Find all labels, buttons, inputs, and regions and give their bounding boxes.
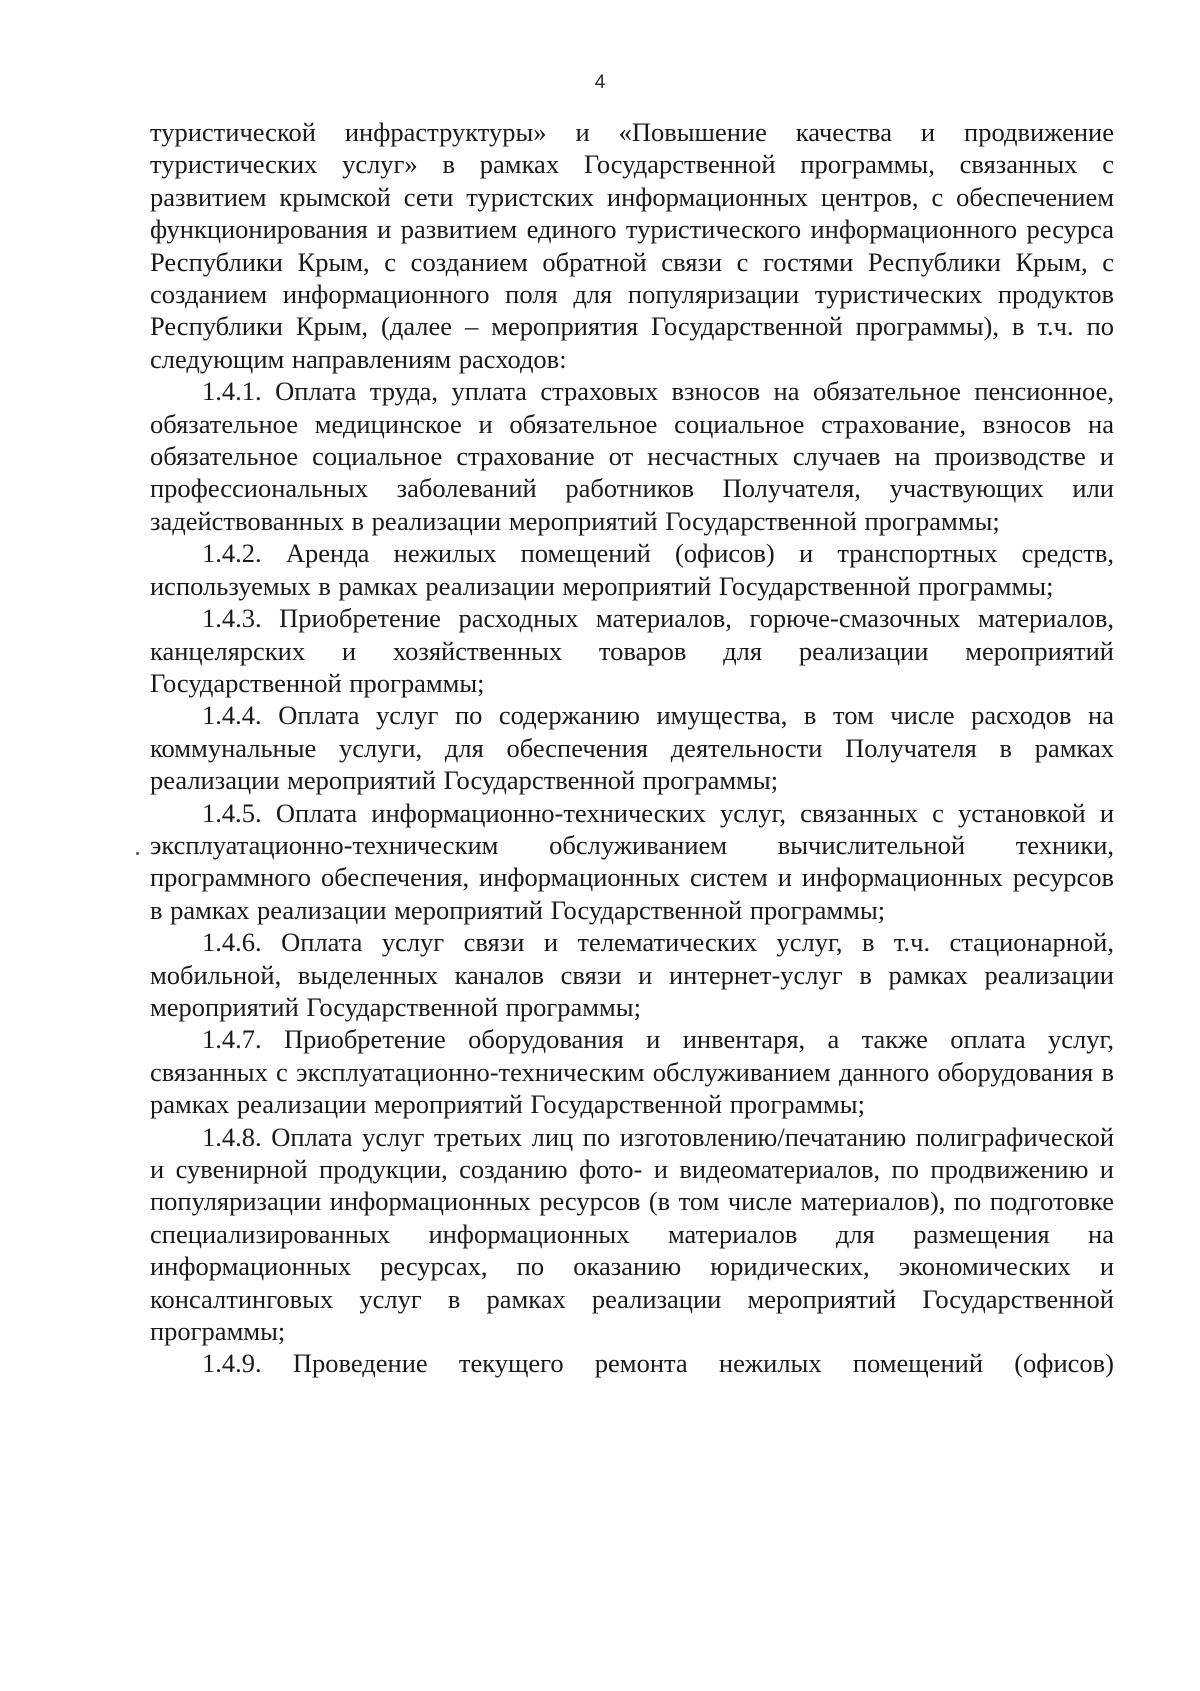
item-number: 1.4.5.	[202, 797, 262, 828]
list-item-1-4-6	[150, 926, 1114, 1023]
item-text: Оплата услуг третьих лиц по изготовлению/печатанию полиграфической и сувенирной продукции, созданию фото- и видеоматериалов, по продвижению и популяризации информационных ресурсов (в том числе материалов), по подготовке специализированных информационных материалов для размещения на информационных ресурсах, по оказанию юридических, экономических и консалтинговых услуг в рамках реализации мероприятий Государственной программы;	[150, 1121, 1115, 1347]
list-item-1-4-2	[150, 537, 1114, 602]
intro-paragraph: туристической инфраструктуры» и «Повышение качества и продвижение туристических услуг» в рамках Государственной программы, связанных с развитием крымской сети туристских информационных центров, с обеспечением функционирования и развитием единого туристического информационного ресурса Республики Крым, с созданием обратной связи с гостями Республики Крым, с созданием информационного поля для популяризации туристических продуктов Республики Крым, (далее – мероприятия Государственной программы), в т.ч. по следующим направлениям расходов:	[150, 117, 1114, 374]
item-number: 1.4.3.	[202, 603, 262, 634]
list-item-1-4-3	[150, 602, 1114, 699]
item-text: Аренда нежилых помещений (офисов) и транспортных средств, используемых в рамках реализации мероприятий Государственной программы;	[150, 538, 1115, 601]
list-item-1-4-5	[150, 797, 1114, 927]
scan-speck	[136, 852, 139, 855]
list-item-1-4-9	[150, 1347, 1114, 1379]
item-text: Оплата труда, уплата страховых взносов на обязательное пенсионное, обязательное медицинское и обязательное социальное страхование, взносов на обязательное социальное страхование от несчастных случаев на производстве и профессиональных заболеваний работников Получателя, участвующих или задействованных в реализации мероприятий Государственной программы;	[150, 376, 1115, 536]
item-number: 1.4.1.	[202, 376, 262, 407]
list-item-1-4-7	[150, 1023, 1114, 1120]
item-number: 1.4.6.	[202, 927, 262, 958]
item-text: Приобретение оборудования и инвентаря, а также оплата услуг, связанных с эксплуатационно-техническим обслуживанием данного оборудования в рамках реализации мероприятий Государственной программы;	[150, 1024, 1115, 1120]
list-item-1-4-8	[150, 1121, 1114, 1348]
item-number: 1.4.8.	[202, 1121, 262, 1152]
item-number: 1.4.2.	[202, 538, 262, 569]
list-item-1-4-1	[150, 375, 1114, 537]
item-text: Проведение текущего ремонта нежилых помещений (офисов)	[292, 1348, 1115, 1379]
item-text: Оплата услуг связи и телематических услуг, в т.ч. стационарной, мобильной, выделенных каналов связи и интернет-услуг в рамках реализации мероприятий Государственной программы;	[150, 927, 1114, 1022]
item-number: 1.4.9.	[202, 1348, 262, 1379]
document-body	[150, 116, 1114, 1380]
list-item-1-4-4	[150, 699, 1114, 796]
item-number: 1.4.4.	[202, 700, 262, 731]
item-text: Приобретение расходных материалов, горюче-смазочных материалов, канцелярских и хозяйственных товаров для реализации мероприятий Государственной программы;	[150, 603, 1114, 698]
item-text: Оплата информационно-технических услуг, связанных с установкой и эксплуатационно-техническим обслуживанием вычислительной техники, программного обеспечения, информационных систем и информационных ресурсов в рамках реализации мероприятий Государственной программы;	[150, 797, 1115, 925]
item-number: 1.4.7.	[202, 1024, 262, 1055]
item-text: Оплата услуг по содержанию имущества, в том числе расходов на коммунальные услуги, для обеспечения деятельности Получателя в рамках реализации мероприятий Государственной программы;	[150, 700, 1115, 796]
page-number: 4	[594, 72, 606, 93]
